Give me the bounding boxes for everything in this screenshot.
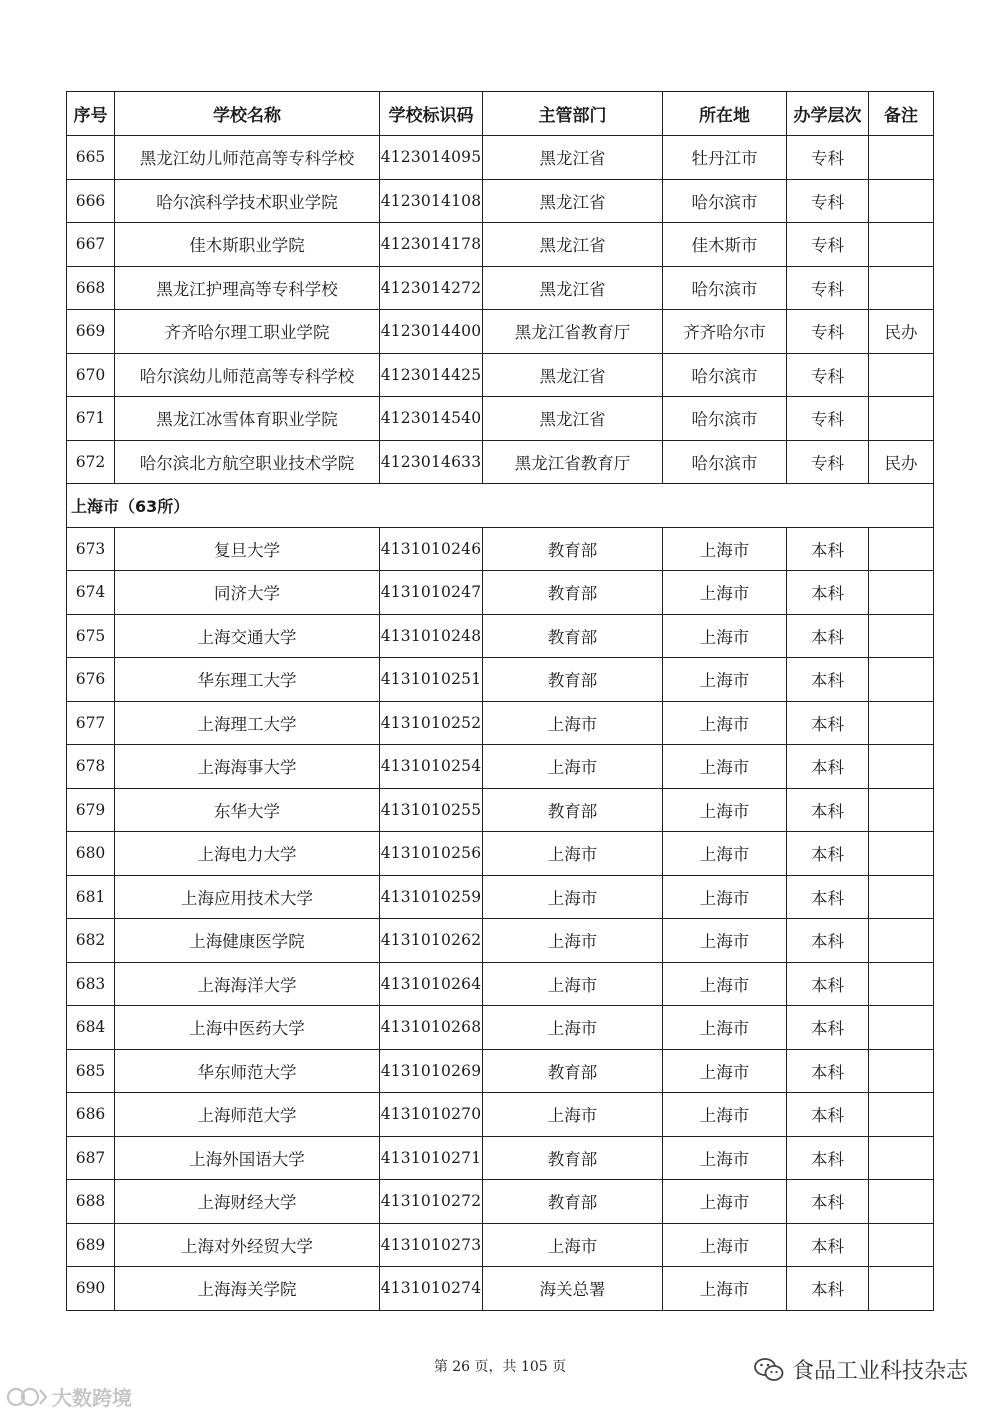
cell-location: 哈尔滨市 bbox=[663, 440, 787, 484]
table-body-heilongjiang bbox=[67, 136, 934, 484]
table-row bbox=[67, 310, 934, 354]
cell-note bbox=[869, 788, 934, 832]
table-row bbox=[67, 571, 934, 615]
header-location: 所在地 bbox=[663, 92, 787, 136]
table-row bbox=[67, 1093, 934, 1137]
cell-school-code: 4131010256 bbox=[380, 832, 483, 876]
cell-school-name: 上海师范大学 bbox=[115, 1093, 380, 1137]
cell-department: 教育部 bbox=[483, 1049, 663, 1093]
cell-school-name: 上海交通大学 bbox=[115, 614, 380, 658]
cell-seq: 680 bbox=[67, 832, 115, 876]
cell-level: 本科 bbox=[787, 527, 869, 571]
cell-school-name: 华东理工大学 bbox=[115, 658, 380, 702]
table-row bbox=[67, 136, 934, 180]
cell-school-code: 4131010264 bbox=[380, 962, 483, 1006]
cell-level: 本科 bbox=[787, 1267, 869, 1311]
cell-school-code: 4123014095 bbox=[380, 136, 483, 180]
cell-note bbox=[869, 1093, 934, 1137]
cell-location: 哈尔滨市 bbox=[663, 179, 787, 223]
cell-seq: 682 bbox=[67, 919, 115, 963]
cell-location: 上海市 bbox=[663, 1267, 787, 1311]
cell-school-code: 4131010269 bbox=[380, 1049, 483, 1093]
cell-school-name: 上海健康医学院 bbox=[115, 919, 380, 963]
cell-seq: 674 bbox=[67, 571, 115, 615]
table-row bbox=[67, 919, 934, 963]
cell-department: 黑龙江省 bbox=[483, 136, 663, 180]
cell-seq: 688 bbox=[67, 1180, 115, 1224]
cell-school-code: 4131010273 bbox=[380, 1223, 483, 1267]
cell-school-code: 4131010268 bbox=[380, 1006, 483, 1050]
page-number: 第 26 页，共 105 页 bbox=[433, 1359, 567, 1375]
cell-school-name: 东华大学 bbox=[115, 788, 380, 832]
header-school-name: 学校名称 bbox=[115, 92, 380, 136]
table-row bbox=[67, 875, 934, 919]
cell-level: 本科 bbox=[787, 614, 869, 658]
cell-seq: 672 bbox=[67, 440, 115, 484]
cell-seq: 679 bbox=[67, 788, 115, 832]
table-row bbox=[67, 614, 934, 658]
table-row bbox=[67, 1136, 934, 1180]
cell-note bbox=[869, 1223, 934, 1267]
cell-level: 专科 bbox=[787, 353, 869, 397]
watermark-text: 大数跨境 bbox=[52, 1386, 132, 1410]
table-row bbox=[67, 1180, 934, 1224]
cell-level: 专科 bbox=[787, 179, 869, 223]
cell-note bbox=[869, 397, 934, 441]
cell-level: 专科 bbox=[787, 310, 869, 354]
cell-location: 上海市 bbox=[663, 832, 787, 876]
cell-seq: 666 bbox=[67, 179, 115, 223]
cell-department: 黑龙江省 bbox=[483, 353, 663, 397]
cell-location: 上海市 bbox=[663, 1223, 787, 1267]
cell-location: 上海市 bbox=[663, 875, 787, 919]
cell-location: 上海市 bbox=[663, 1006, 787, 1050]
cell-location: 上海市 bbox=[663, 919, 787, 963]
table-row bbox=[67, 266, 934, 310]
cell-level: 本科 bbox=[787, 1180, 869, 1224]
header-note: 备注 bbox=[869, 92, 934, 136]
cell-location: 上海市 bbox=[663, 571, 787, 615]
wechat-account-badge bbox=[754, 1354, 968, 1385]
cell-note bbox=[869, 136, 934, 180]
cell-department: 黑龙江省教育厅 bbox=[483, 310, 663, 354]
cell-department: 教育部 bbox=[483, 1136, 663, 1180]
cell-seq: 684 bbox=[67, 1006, 115, 1050]
cell-note bbox=[869, 571, 934, 615]
cell-school-code: 4131010254 bbox=[380, 745, 483, 789]
section-title: 上海市（63所） bbox=[67, 484, 934, 528]
cell-school-name: 佳木斯职业学院 bbox=[115, 223, 380, 267]
table-row bbox=[67, 1006, 934, 1050]
cell-note bbox=[869, 875, 934, 919]
cell-note bbox=[869, 1267, 934, 1311]
cell-note: 民办 bbox=[869, 440, 934, 484]
section-row bbox=[67, 484, 934, 528]
cell-note bbox=[869, 527, 934, 571]
cell-note bbox=[869, 223, 934, 267]
table-row bbox=[67, 745, 934, 789]
cell-school-name: 哈尔滨科学技术职业学院 bbox=[115, 179, 380, 223]
cell-department: 黑龙江省 bbox=[483, 397, 663, 441]
cell-school-code: 4131010270 bbox=[380, 1093, 483, 1137]
header-seq: 序号 bbox=[67, 92, 115, 136]
cell-seq: 673 bbox=[67, 527, 115, 571]
cell-school-code: 4131010248 bbox=[380, 614, 483, 658]
cell-seq: 669 bbox=[67, 310, 115, 354]
cell-school-code: 4131010262 bbox=[380, 919, 483, 963]
cell-department: 上海市 bbox=[483, 701, 663, 745]
cell-school-code: 4123014633 bbox=[380, 440, 483, 484]
cell-school-name: 上海海关学院 bbox=[115, 1267, 380, 1311]
cell-seq: 685 bbox=[67, 1049, 115, 1093]
cell-location: 上海市 bbox=[663, 1049, 787, 1093]
cell-department: 教育部 bbox=[483, 658, 663, 702]
cell-school-code: 4131010247 bbox=[380, 571, 483, 615]
cell-school-name: 华东师范大学 bbox=[115, 1049, 380, 1093]
cell-note bbox=[869, 1180, 934, 1224]
cell-school-name: 上海对外经贸大学 bbox=[115, 1223, 380, 1267]
cell-location: 上海市 bbox=[663, 745, 787, 789]
cell-school-code: 4131010271 bbox=[380, 1136, 483, 1180]
cell-location: 哈尔滨市 bbox=[663, 397, 787, 441]
cell-location: 哈尔滨市 bbox=[663, 266, 787, 310]
cell-school-name: 上海海洋大学 bbox=[115, 962, 380, 1006]
cell-note bbox=[869, 179, 934, 223]
cell-school-name: 哈尔滨北方航空职业技术学院 bbox=[115, 440, 380, 484]
cell-department: 教育部 bbox=[483, 527, 663, 571]
cell-department: 上海市 bbox=[483, 1093, 663, 1137]
table-row bbox=[67, 440, 934, 484]
cell-note bbox=[869, 919, 934, 963]
table-row bbox=[67, 179, 934, 223]
cell-seq: 681 bbox=[67, 875, 115, 919]
cell-level: 本科 bbox=[787, 962, 869, 1006]
cell-seq: 686 bbox=[67, 1093, 115, 1137]
cell-seq: 683 bbox=[67, 962, 115, 1006]
cell-school-name: 上海财经大学 bbox=[115, 1180, 380, 1224]
school-list-table bbox=[66, 91, 934, 1311]
watermark bbox=[6, 1382, 132, 1411]
cell-seq: 677 bbox=[67, 701, 115, 745]
cell-school-code: 4123014540 bbox=[380, 397, 483, 441]
cell-school-code: 4131010274 bbox=[380, 1267, 483, 1311]
cell-school-name: 黑龙江幼儿师范高等专科学校 bbox=[115, 136, 380, 180]
cell-school-name: 齐齐哈尔理工职业学院 bbox=[115, 310, 380, 354]
cell-location: 上海市 bbox=[663, 527, 787, 571]
cell-level: 专科 bbox=[787, 397, 869, 441]
cell-seq: 671 bbox=[67, 397, 115, 441]
cell-school-name: 黑龙江冰雪体育职业学院 bbox=[115, 397, 380, 441]
cell-level: 专科 bbox=[787, 136, 869, 180]
cell-department: 教育部 bbox=[483, 1180, 663, 1224]
cell-school-name: 上海电力大学 bbox=[115, 832, 380, 876]
table-row bbox=[67, 788, 934, 832]
cell-department: 黑龙江省 bbox=[483, 266, 663, 310]
cell-location: 上海市 bbox=[663, 701, 787, 745]
cell-department: 上海市 bbox=[483, 919, 663, 963]
cell-level: 本科 bbox=[787, 1093, 869, 1137]
cell-note bbox=[869, 832, 934, 876]
cell-department: 上海市 bbox=[483, 745, 663, 789]
cell-school-code: 4123014108 bbox=[380, 179, 483, 223]
cell-level: 本科 bbox=[787, 658, 869, 702]
cell-level: 本科 bbox=[787, 832, 869, 876]
cell-school-name: 黑龙江护理高等专科学校 bbox=[115, 266, 380, 310]
table-body-shanghai bbox=[67, 527, 934, 1310]
table-section bbox=[67, 484, 934, 528]
cell-school-code: 4131010272 bbox=[380, 1180, 483, 1224]
cell-department: 上海市 bbox=[483, 875, 663, 919]
cell-department: 上海市 bbox=[483, 962, 663, 1006]
cell-department: 黑龙江省教育厅 bbox=[483, 440, 663, 484]
cell-note bbox=[869, 658, 934, 702]
cell-school-name: 上海中医药大学 bbox=[115, 1006, 380, 1050]
cell-location: 上海市 bbox=[663, 614, 787, 658]
cell-note bbox=[869, 1006, 934, 1050]
cell-department: 上海市 bbox=[483, 832, 663, 876]
cell-seq: 675 bbox=[67, 614, 115, 658]
cell-school-code: 4131010255 bbox=[380, 788, 483, 832]
cell-school-name: 复旦大学 bbox=[115, 527, 380, 571]
cell-level: 本科 bbox=[787, 745, 869, 789]
cell-level: 本科 bbox=[787, 1136, 869, 1180]
table-row bbox=[67, 1049, 934, 1093]
cell-note bbox=[869, 1049, 934, 1093]
cell-location: 上海市 bbox=[663, 658, 787, 702]
cell-note bbox=[869, 745, 934, 789]
table-row bbox=[67, 527, 934, 571]
cell-seq: 668 bbox=[67, 266, 115, 310]
watermark-logo-icon bbox=[6, 1386, 48, 1408]
wechat-account-name: 食品工业科技杂志 bbox=[791, 1359, 968, 1384]
cell-level: 本科 bbox=[787, 571, 869, 615]
cell-school-name: 上海应用技术大学 bbox=[115, 875, 380, 919]
cell-school-name: 上海外国语大学 bbox=[115, 1136, 380, 1180]
table-row bbox=[67, 1267, 934, 1311]
cell-note bbox=[869, 962, 934, 1006]
cell-location: 上海市 bbox=[663, 962, 787, 1006]
cell-department: 黑龙江省 bbox=[483, 179, 663, 223]
cell-seq: 687 bbox=[67, 1136, 115, 1180]
cell-school-code: 4131010259 bbox=[380, 875, 483, 919]
table-header-row bbox=[67, 92, 934, 136]
cell-school-code: 4131010246 bbox=[380, 527, 483, 571]
cell-school-code: 4123014425 bbox=[380, 353, 483, 397]
header-department: 主管部门 bbox=[483, 92, 663, 136]
cell-department: 上海市 bbox=[483, 1223, 663, 1267]
table-row bbox=[67, 223, 934, 267]
cell-seq: 676 bbox=[67, 658, 115, 702]
table-row bbox=[67, 353, 934, 397]
cell-school-code: 4131010252 bbox=[380, 701, 483, 745]
cell-department: 教育部 bbox=[483, 614, 663, 658]
cell-location: 齐齐哈尔市 bbox=[663, 310, 787, 354]
table-row bbox=[67, 1223, 934, 1267]
cell-location: 上海市 bbox=[663, 1093, 787, 1137]
cell-note bbox=[869, 353, 934, 397]
cell-level: 专科 bbox=[787, 223, 869, 267]
table-row bbox=[67, 962, 934, 1006]
cell-note: 民办 bbox=[869, 310, 934, 354]
cell-location: 上海市 bbox=[663, 788, 787, 832]
header-school-code: 学校标识码 bbox=[380, 92, 483, 136]
cell-level: 本科 bbox=[787, 1049, 869, 1093]
cell-level: 本科 bbox=[787, 1006, 869, 1050]
cell-seq: 689 bbox=[67, 1223, 115, 1267]
cell-seq: 665 bbox=[67, 136, 115, 180]
cell-department: 教育部 bbox=[483, 788, 663, 832]
cell-seq: 678 bbox=[67, 745, 115, 789]
cell-school-code: 4123014178 bbox=[380, 223, 483, 267]
cell-level: 本科 bbox=[787, 1223, 869, 1267]
cell-note bbox=[869, 614, 934, 658]
cell-location: 上海市 bbox=[663, 1180, 787, 1224]
table-row bbox=[67, 701, 934, 745]
cell-location: 佳木斯市 bbox=[663, 223, 787, 267]
cell-location: 牡丹江市 bbox=[663, 136, 787, 180]
cell-level: 本科 bbox=[787, 788, 869, 832]
cell-seq: 690 bbox=[67, 1267, 115, 1311]
header-level: 办学层次 bbox=[787, 92, 869, 136]
wechat-icon bbox=[754, 1357, 784, 1383]
cell-note bbox=[869, 266, 934, 310]
cell-level: 本科 bbox=[787, 875, 869, 919]
cell-school-name: 上海海事大学 bbox=[115, 745, 380, 789]
cell-department: 教育部 bbox=[483, 571, 663, 615]
cell-seq: 667 bbox=[67, 223, 115, 267]
cell-level: 专科 bbox=[787, 266, 869, 310]
cell-department: 黑龙江省 bbox=[483, 223, 663, 267]
cell-location: 哈尔滨市 bbox=[663, 353, 787, 397]
cell-school-name: 上海理工大学 bbox=[115, 701, 380, 745]
cell-level: 本科 bbox=[787, 919, 869, 963]
cell-department: 海关总署 bbox=[483, 1267, 663, 1311]
cell-school-code: 4123014400 bbox=[380, 310, 483, 354]
cell-level: 专科 bbox=[787, 440, 869, 484]
table-row bbox=[67, 832, 934, 876]
cell-school-code: 4123014272 bbox=[380, 266, 483, 310]
cell-department: 上海市 bbox=[483, 1006, 663, 1050]
table-row bbox=[67, 397, 934, 441]
cell-note bbox=[869, 1136, 934, 1180]
cell-note bbox=[869, 701, 934, 745]
cell-level: 本科 bbox=[787, 701, 869, 745]
cell-school-code: 4131010251 bbox=[380, 658, 483, 702]
table-row bbox=[67, 658, 934, 702]
cell-location: 上海市 bbox=[663, 1136, 787, 1180]
cell-school-name: 同济大学 bbox=[115, 571, 380, 615]
cell-school-name: 哈尔滨幼儿师范高等专科学校 bbox=[115, 353, 380, 397]
cell-seq: 670 bbox=[67, 353, 115, 397]
